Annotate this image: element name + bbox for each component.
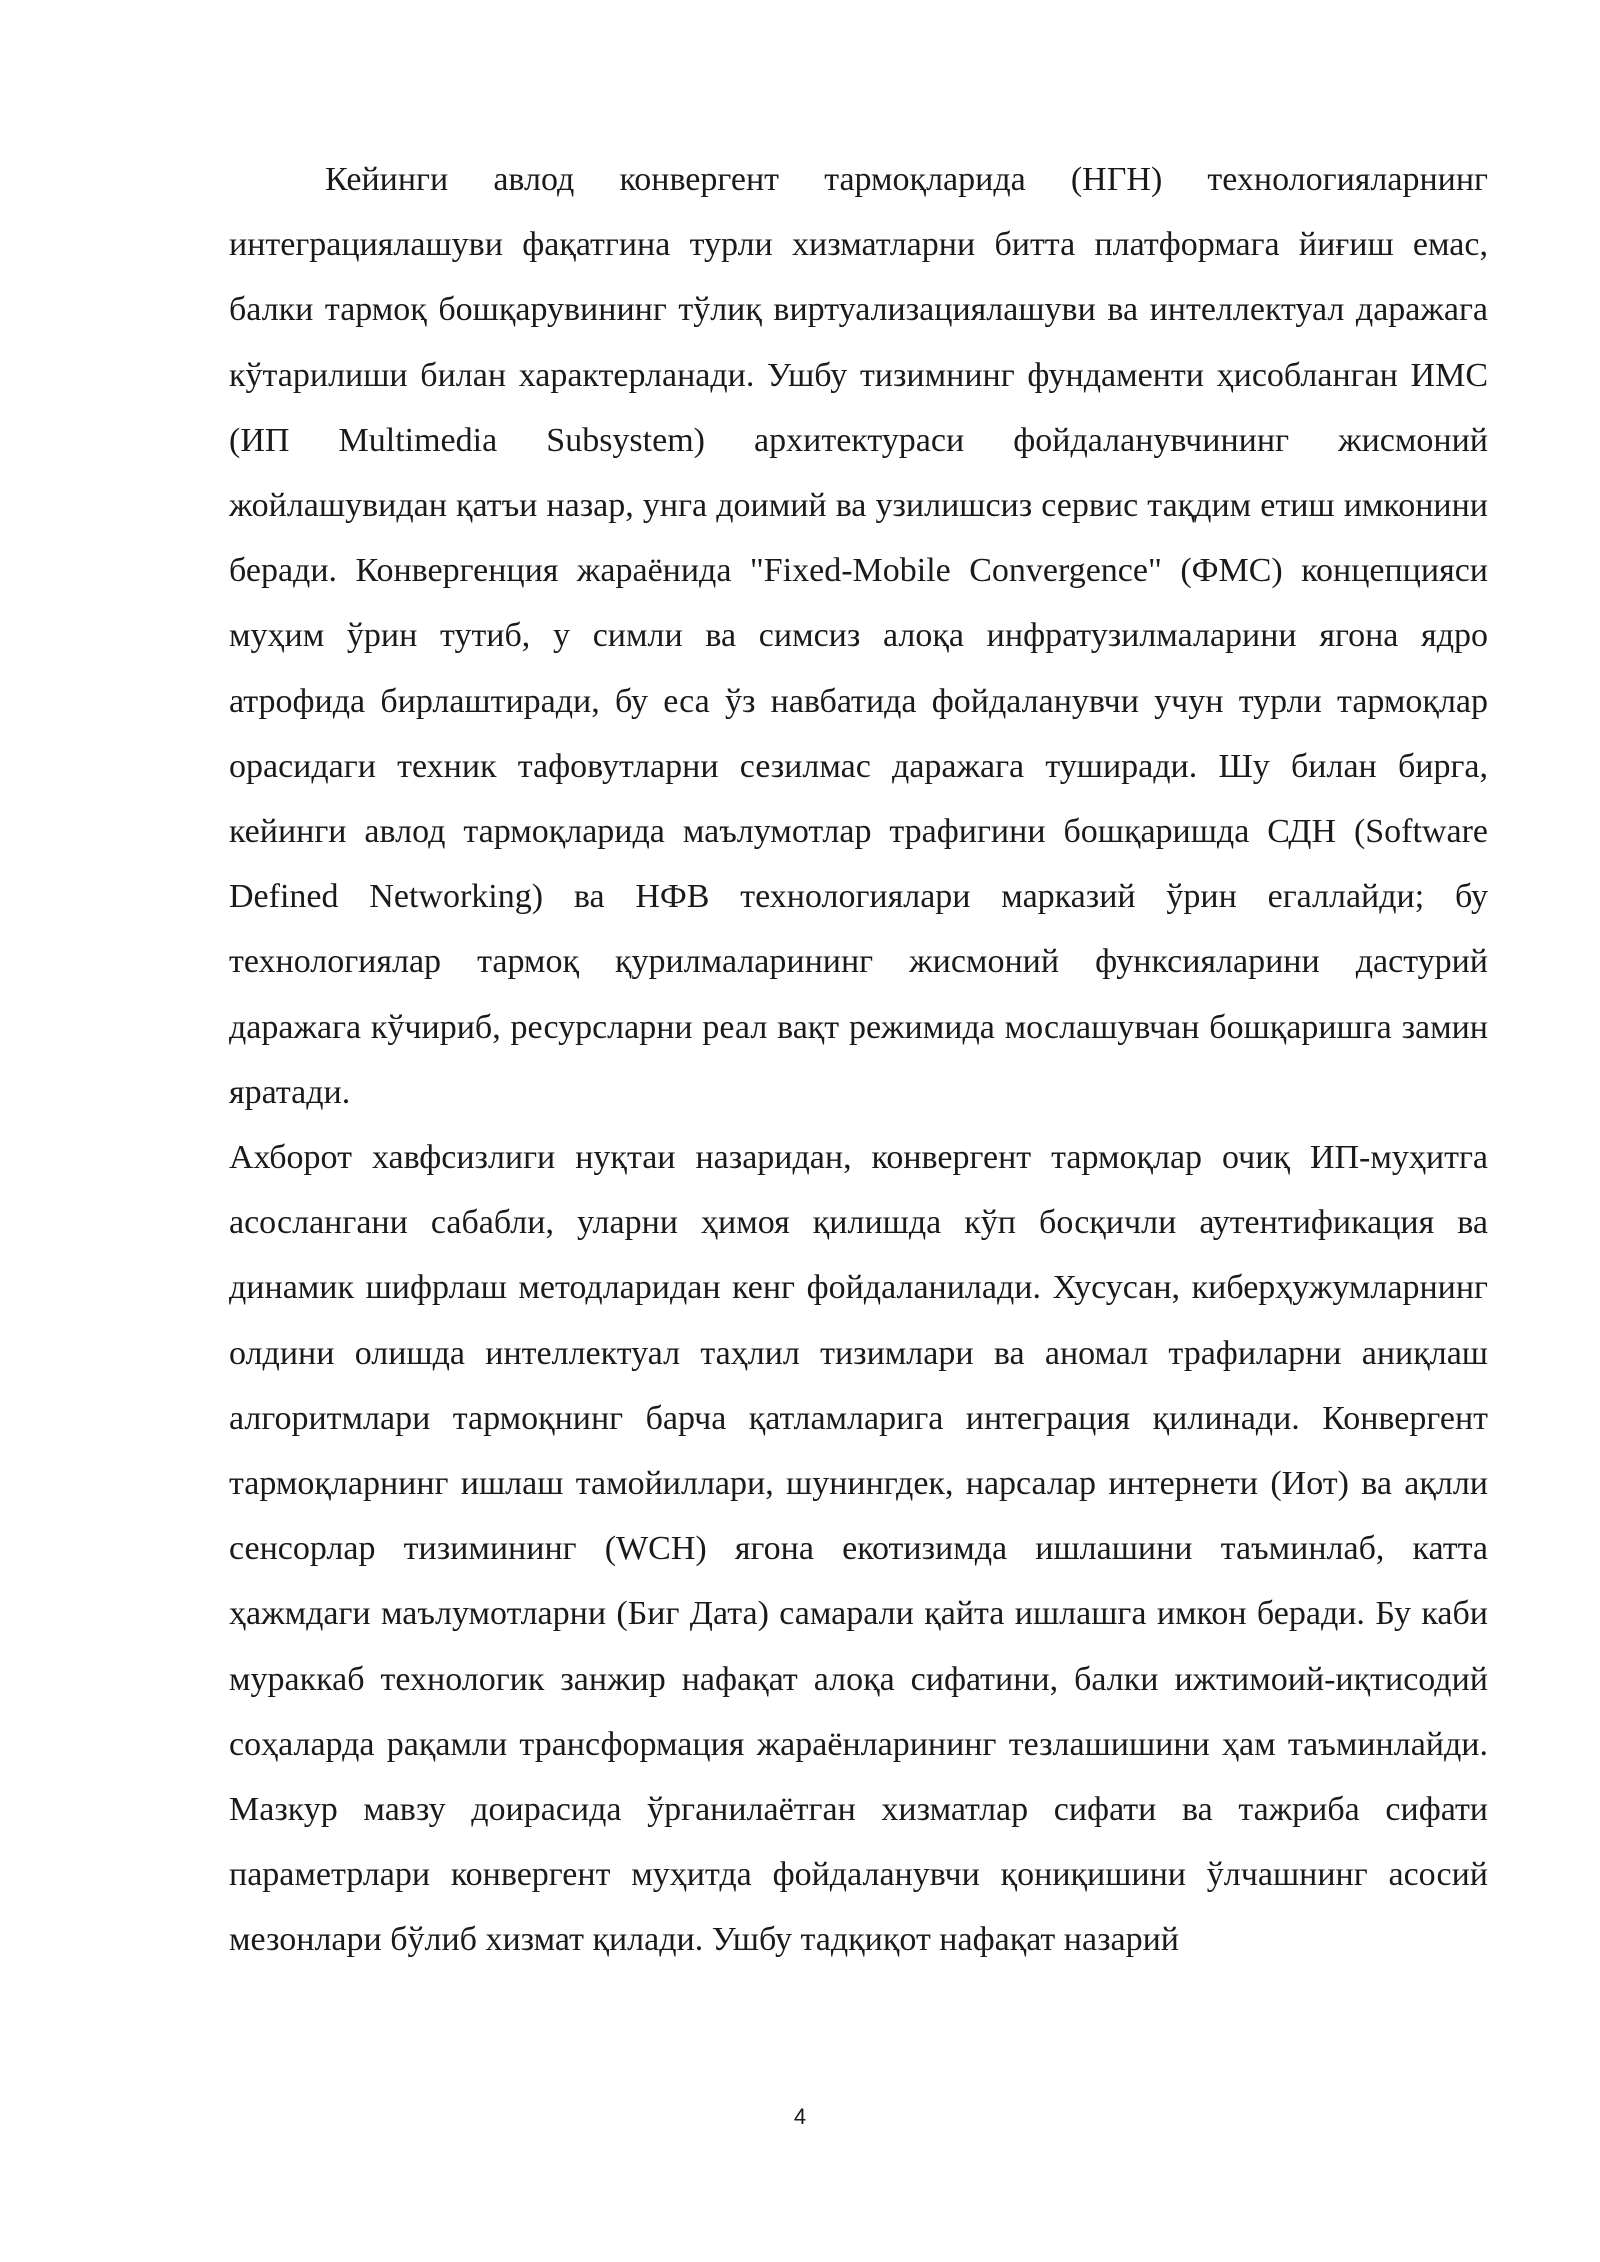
page-number: 4 [793, 2104, 807, 2129]
paragraph-2: Ахборот хавфсизлиги нуқтаи назаридан, конвергент тармоқлар очиқ ИП-муҳитга асослангани сабабли, уларни ҳимоя қилишда кўп босқичли аутентификация ва динамик шифрлаш методларидан кенг фойдаланилади. Хусусан, киберҳужумларнинг олдини олишда интеллектуал таҳлил тизимлари ва аномал трафиларни аниқлаш алгоритмлари тармоқнинг барча қатламларига интеграция қилинади. Конвергент тармоқларнинг ишлаш тамойиллари, шунингдек, нарсалар интернети (Иот) ва ақлли сенсорлар тизимининг (WCH) ягона екотизимда ишлашини таъминлаб, катта ҳажмдаги маълумотларни (Биг Дата) самарали қайта ишлашга имкон беради. Бу каби мураккаб технологик занжир нафақат алоқа сифатини, балки ижтимоий-иқтисодий соҳаларда рақамли трансформация жараёнларининг тезлашишини ҳам таъминлайди. Мазкур мавзу доирасида ўрганилаётган хизматлар сифати ва тажриба сифати параметрлари конвергент муҳитда фойдаланувчи қониқишини ўлчашнинг асосий мезонлари бўлиб хизмат қилади. Ушбу тадқиқот нафақат назарий [229, 1139, 1488, 1959]
paragraph-1: Кейинги авлод конвергент тармоқларида (НГН) технологияларнинг интеграциялашуви фақатгина турли хизматларни битта платформага йиғиш емас, балки тармоқ бошқарувининг тўлиқ виртуализациялашуви ва интеллектуал даражага кўтарилиши билан характерланади. Ушбу тизимнинг фундаменти ҳисобланган ИМС (ИП Multimedia Subsystem) архитектураси фойдаланувчининг жисмоний жойлашувидан қатъи назар, унга доимий ва узилишсиз сервис тақдим етиш имконини беради. Конвергенция жараёнида "Fixed-Mobile Convergence" (ФМС) концепцияси муҳим ўрин тутиб, у симли ва симсиз алоқа инфратузилмаларини ягона ядро атрофида бирлаштиради, бу еса ўз навбатида фойдаланувчи учун турли тармоқлар орасидаги техник тафовутларни сезилмас даражага туширади. Шу билан бирга, кейинги авлод тармоқларида маълумотлар трафигини бошқаришда СДН (Software Defined Networking) ва НФВ технологиялари марказий ўрин егаллайди; бу технологиялар тармоқ қурилмаларининг жисмоний функсияларини дастурий даражага кўчириб, ресурсларни реал вақт режимида мослашувчан бошқаришга замин яратади. [229, 161, 1488, 1111]
document-body [229, 147, 1488, 1973]
